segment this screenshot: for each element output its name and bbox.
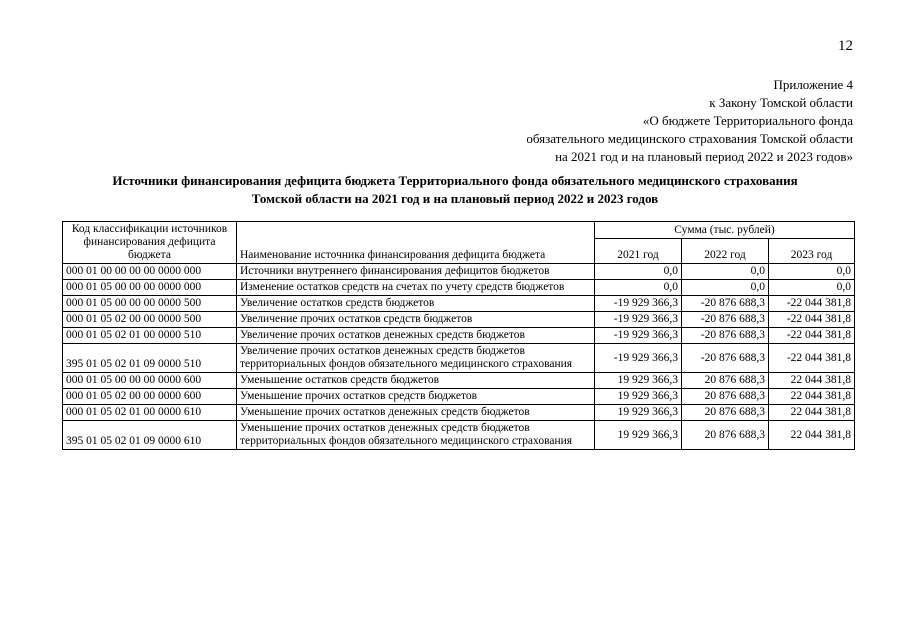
row-value-2021: 0,0	[595, 264, 682, 280]
row-value-2021: -19 929 366,3	[595, 328, 682, 344]
table-row	[63, 389, 855, 405]
title-line: Источники финансирования дефицита бюджета Территориального фонда обязательного медицинского страхования	[112, 173, 798, 188]
row-value-2023: 0,0	[769, 280, 855, 296]
row-value-2022: 0,0	[682, 264, 769, 280]
row-code: 000 01 05 02 01 00 0000 610	[63, 405, 237, 421]
table-row	[63, 296, 855, 312]
table-row	[63, 328, 855, 344]
row-name: Увеличение остатков средств бюджетов	[237, 296, 595, 312]
row-code: 000 01 05 00 00 00 0000 500	[63, 296, 237, 312]
document-title	[60, 172, 850, 208]
table-row	[63, 312, 855, 328]
page-number: 12	[838, 38, 853, 54]
row-value-2022: 20 876 688,3	[682, 405, 769, 421]
row-value-2023: 0,0	[769, 264, 855, 280]
appendix-line: на 2021 год и на плановый период 2022 и 2023 годов»	[555, 149, 853, 164]
row-value-2021: 19 929 366,3	[595, 421, 682, 450]
row-name: Изменение остатков средств на счетах по учету средств бюджетов	[237, 280, 595, 296]
table-row	[63, 344, 855, 373]
header-year-2022: 2022 год	[682, 239, 769, 264]
row-value-2021: 19 929 366,3	[595, 389, 682, 405]
row-name: Увеличение прочих остатков денежных средств бюджетов	[237, 328, 595, 344]
row-code: 000 01 05 02 01 00 0000 510	[63, 328, 237, 344]
row-code: 000 01 05 02 00 00 0000 500	[63, 312, 237, 328]
appendix-line: обязательного медицинского страхования Томской области	[526, 131, 853, 146]
row-value-2021: 19 929 366,3	[595, 405, 682, 421]
row-value-2022: -20 876 688,3	[682, 328, 769, 344]
appendix-header	[526, 76, 853, 166]
row-value-2023: -22 044 381,8	[769, 296, 855, 312]
row-value-2022: 0,0	[682, 280, 769, 296]
table-row	[63, 421, 855, 450]
row-value-2022: -20 876 688,3	[682, 312, 769, 328]
row-value-2021: -19 929 366,3	[595, 312, 682, 328]
appendix-line: к Закону Томской области	[709, 95, 853, 110]
header-year-2023: 2023 год	[769, 239, 855, 264]
row-name: Уменьшение прочих остатков средств бюджетов	[237, 389, 595, 405]
header-year-2021: 2021 год	[595, 239, 682, 264]
row-value-2023: 22 044 381,8	[769, 373, 855, 389]
row-code: 000 01 00 00 00 00 0000 000	[63, 264, 237, 280]
row-name: Уменьшение прочих остатков денежных средств бюджетов территориальных фондов обязательного медицинского страхования	[237, 421, 595, 450]
table-row	[63, 373, 855, 389]
header-code: Код классификации источников финансирования дефицита бюджета	[63, 222, 237, 264]
row-name: Увеличение прочих остатков денежных средств бюджетов территориальных фондов обязательного медицинского страхования	[237, 344, 595, 373]
row-value-2023: -22 044 381,8	[769, 328, 855, 344]
row-value-2021: -19 929 366,3	[595, 344, 682, 373]
row-value-2022: -20 876 688,3	[682, 344, 769, 373]
row-name: Увеличение прочих остатков средств бюджетов	[237, 312, 595, 328]
row-code: 000 01 05 00 00 00 0000 600	[63, 373, 237, 389]
row-name: Уменьшение остатков средств бюджетов	[237, 373, 595, 389]
header-name: Наименование источника финансирования дефицита бюджета	[237, 222, 595, 264]
row-code: 395 01 05 02 01 09 0000 610	[63, 421, 237, 450]
row-code: 000 01 05 00 00 00 0000 000	[63, 280, 237, 296]
table-row	[63, 405, 855, 421]
row-value-2022: 20 876 688,3	[682, 373, 769, 389]
row-code: 395 01 05 02 01 09 0000 510	[63, 344, 237, 373]
row-value-2023: 22 044 381,8	[769, 405, 855, 421]
row-value-2023: -22 044 381,8	[769, 312, 855, 328]
appendix-line: Приложение 4	[773, 77, 853, 92]
title-line: Томской области на 2021 год и на плановый период 2022 и 2023 годов	[251, 191, 659, 206]
row-value-2023: 22 044 381,8	[769, 389, 855, 405]
appendix-line: «О бюджете Территориального фонда	[642, 113, 853, 128]
row-value-2021: 0,0	[595, 280, 682, 296]
table-row	[63, 264, 855, 280]
row-name: Источники внутреннего финансирования дефицитов бюджетов	[237, 264, 595, 280]
row-name: Уменьшение прочих остатков денежных средств бюджетов	[237, 405, 595, 421]
financing-sources-table	[62, 221, 855, 450]
row-value-2022: 20 876 688,3	[682, 421, 769, 450]
row-value-2021: -19 929 366,3	[595, 296, 682, 312]
row-value-2021: 19 929 366,3	[595, 373, 682, 389]
header-sum: Сумма (тыс. рублей)	[595, 222, 855, 239]
row-value-2022: -20 876 688,3	[682, 296, 769, 312]
row-value-2022: 20 876 688,3	[682, 389, 769, 405]
row-value-2023: -22 044 381,8	[769, 344, 855, 373]
table-row	[63, 280, 855, 296]
row-code: 000 01 05 02 00 00 0000 600	[63, 389, 237, 405]
row-value-2023: 22 044 381,8	[769, 421, 855, 450]
